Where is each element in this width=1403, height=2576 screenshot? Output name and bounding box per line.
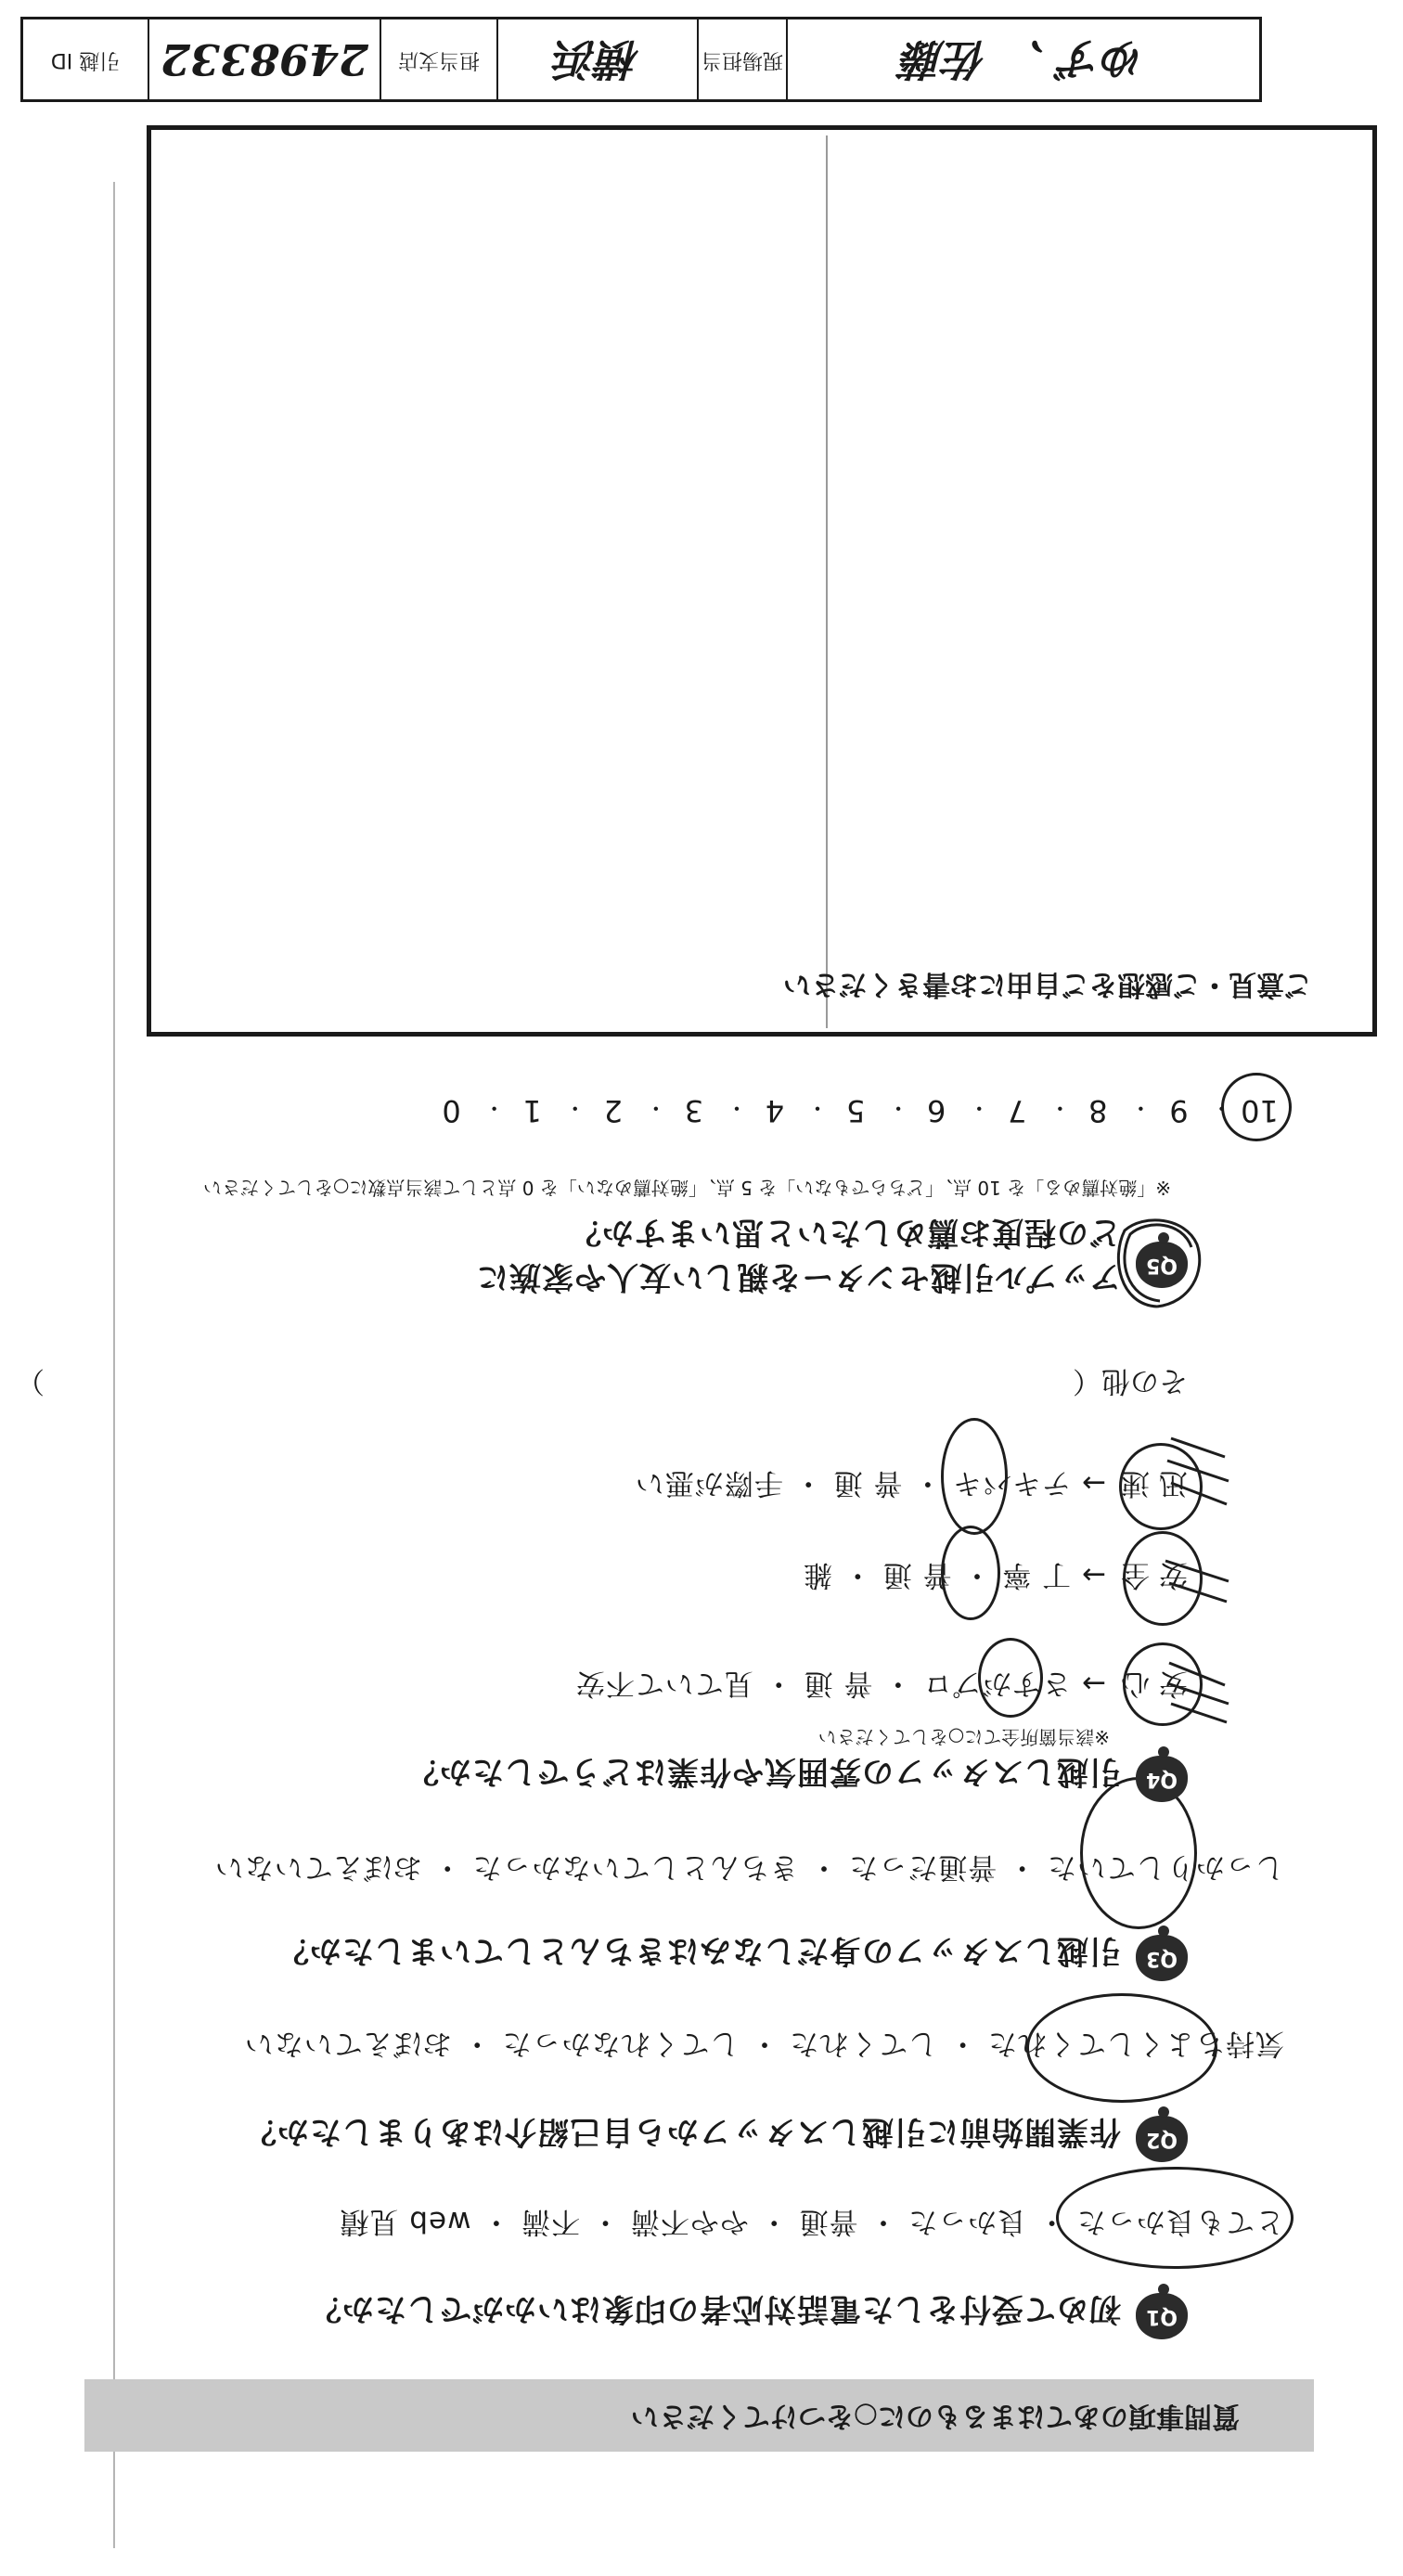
branch-label-cell <box>380 19 496 99</box>
q5-score-scale: 10・ 9・ 8・ 7・ 6・ 5・ 4・ 3・ 2・ 1・ 0 <box>432 1093 1279 1128</box>
q3-badge: Q3 <box>1136 1935 1188 1981</box>
q2-badge: Q2 <box>1136 2116 1188 2162</box>
q5-scribble <box>1106 1212 1208 1314</box>
staff-value-cell <box>786 19 1259 99</box>
id-label-cell <box>23 19 148 99</box>
instruction-banner: 質問事項のあてはまるものに○をつけてください <box>84 2379 1314 2452</box>
id-label: 引越 ID <box>50 48 121 71</box>
q5-badge: Q5 <box>1136 1242 1188 1288</box>
id-value: 2498332 <box>160 34 369 84</box>
q4-row-jinsoku-label: 迅 速 <box>1121 1466 1188 1500</box>
q4-row-anzen-label: 安 全 <box>1121 1558 1188 1591</box>
q3-options: しっかりしていた ・ 普通だった ・ きちんとしていなかった ・ おぼえていない <box>213 1850 1284 1884</box>
q4-row-anzen-options: → 丁 寧 ・ 普 通 ・ 雑 <box>803 1558 1106 1591</box>
comments-fold-line <box>826 135 828 1028</box>
q4-note: ※該当箇所全てに○をしてください <box>817 1726 1110 1748</box>
q4-row-anshin-options: → さすがプロ ・ 普 通 ・ 見ていて不安 <box>574 1667 1106 1700</box>
score-0[interactable]: 0 <box>442 1093 461 1128</box>
q4-anzen-answer-circle <box>941 1526 1000 1620</box>
score-4[interactable]: 4 <box>765 1093 785 1128</box>
branch-value-cell <box>496 19 697 99</box>
q3-question: 引越しスタッフの身だしなみはきちんとしていましたか？ <box>277 1932 1121 1969</box>
branch-value: 横浜 <box>555 34 640 84</box>
score-10[interactable]: 10 <box>1241 1093 1279 1128</box>
q5-question-line2: どの程度お薦めしたいと思いますか？ <box>569 1214 1121 1251</box>
q4-question: 引越しスタッフの雰囲気や作業はどうでしたか？ <box>406 1753 1121 1790</box>
score-6[interactable]: 6 <box>926 1093 946 1128</box>
score-3[interactable]: 3 <box>684 1093 704 1128</box>
q4-other-label: その他（ <box>1073 1364 1188 1397</box>
q3-answer-circle <box>1080 1777 1197 1929</box>
q1-options: とても良かった ・ 良かった ・ 普通 ・ やや不満 ・ 不満 ・ web 見積 <box>339 2205 1284 2238</box>
page-edge-rule <box>113 182 115 2548</box>
q5-question-line1: アップル引越センターを親しい友人や家族に <box>476 1258 1121 1295</box>
q4-row-anshin-label: 安 心 <box>1121 1667 1188 1700</box>
q2-question: 作業開始前に引越しスタッフから自己紹介はありましたか？ <box>244 2113 1121 2150</box>
comments-box[interactable] <box>147 125 1377 1037</box>
id-value-cell <box>148 19 380 99</box>
score-7[interactable]: 7 <box>1008 1093 1027 1128</box>
branch-label: 担当支店 <box>398 48 481 71</box>
staff-value: ゆず 、 佐藤 <box>901 34 1146 84</box>
score-8[interactable]: 8 <box>1088 1093 1108 1128</box>
staff-label-cell <box>697 19 786 99</box>
q1-answer-circle <box>1056 2167 1294 2269</box>
q1-badge: Q1 <box>1136 2293 1188 2339</box>
q4-badge: Q4 <box>1136 1756 1188 1802</box>
staff-label: 現場担当 <box>702 48 784 71</box>
q2-answer-circle <box>1026 1993 1217 2103</box>
q4-other-close: ） <box>16 1364 45 1397</box>
q4-jinsoku-answer-circle <box>941 1418 1008 1535</box>
id-table <box>20 17 1262 102</box>
q4-tick-marks <box>1152 1425 1236 1741</box>
q4-row-jinsoku-options: → テキパキ ・ 普 通 ・ 手際が悪い <box>634 1466 1106 1500</box>
score-1[interactable]: 1 <box>522 1093 542 1128</box>
q5-note: ※「絶対薦める」を 10 点、「どちらでもない」を 5 点、「絶対薦めない」を 0 点として該当点数に○をしてください <box>202 1177 1171 1199</box>
score-5[interactable]: 5 <box>845 1093 866 1128</box>
q4-anshin-answer-circle <box>978 1638 1043 1718</box>
score-9[interactable]: 9 <box>1169 1093 1189 1128</box>
q1-question: 初めて受付をした電話対応者の印象はいかがでしたか？ <box>309 2290 1121 2327</box>
q5-score-circle <box>1221 1073 1292 1141</box>
q2-options: 気持ちよくしてくれた ・ してくれた ・ してくれなかった ・ おぼえていない <box>243 2027 1284 2060</box>
comments-title: ご意見・ご感想をご自由にお書きください <box>783 968 1312 1000</box>
score-2[interactable]: 2 <box>603 1093 623 1128</box>
